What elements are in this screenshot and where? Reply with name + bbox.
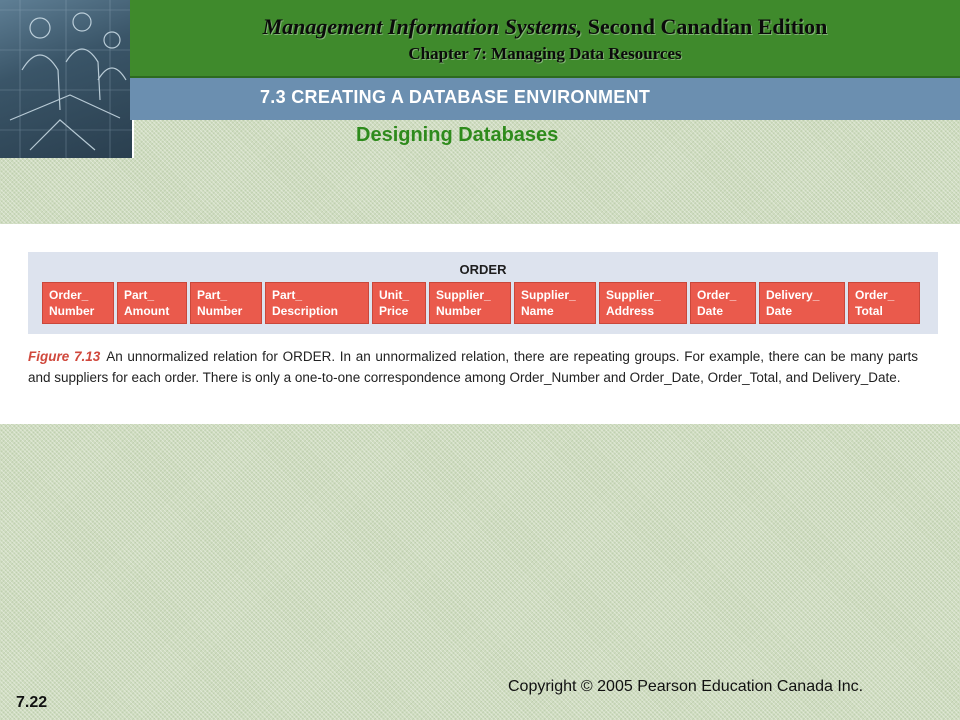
page-number: 7.22: [16, 694, 48, 711]
business-people-illustration: [0, 0, 132, 158]
section-bar: [130, 78, 960, 120]
copyright-text: Copyright © 2005 Pearson Education Canada Inc.: [508, 678, 864, 695]
field-supplier-name: Supplier_ Name: [514, 282, 596, 324]
order-relation-box: [28, 252, 938, 334]
field-order-date: Order_ Date: [690, 282, 756, 324]
book-title-edition: Second Canadian Edition: [582, 14, 828, 39]
field-supplier-number: Supplier_ Number: [429, 282, 511, 324]
figure-label: Figure 7.13: [28, 349, 101, 364]
caption-text: An unnormalized relation for ORDER. In an unnormalized relation, there are repeating groups. For example, there can be many parts and suppliers for each order. There is only a one-to-one correspondence among Order_Number and Order_Date, Order_Total, and Delivery_Date.: [28, 349, 918, 385]
field-supplier-address: Supplier_ Address: [599, 282, 687, 324]
figure-panel: [0, 224, 960, 424]
header-photo: [0, 0, 134, 158]
field-order-number: Order_ Number: [42, 282, 114, 324]
chapter-title: Chapter 7: Managing Data Resources: [408, 44, 682, 63]
field-unit-price: Unit_ Price: [372, 282, 426, 324]
header-bar: [130, 0, 960, 78]
book-title-italic: Management Information Systems,: [262, 14, 583, 39]
slide-heading: Designing Databases: [356, 124, 559, 146]
field-part-description: Part_ Description: [265, 282, 369, 324]
book-title: [130, 14, 960, 40]
field-delivery-date: Delivery_ Date: [759, 282, 845, 324]
figure-caption: [28, 346, 918, 388]
field-part-number: Part_ Number: [190, 282, 262, 324]
field-part-amount: Part_ Amount: [117, 282, 187, 324]
relation-name: ORDER: [459, 262, 507, 277]
section-title: 7.3 CREATING A DATABASE ENVIRONMENT: [260, 87, 651, 107]
field-order-total: Order_ Total: [848, 282, 920, 324]
